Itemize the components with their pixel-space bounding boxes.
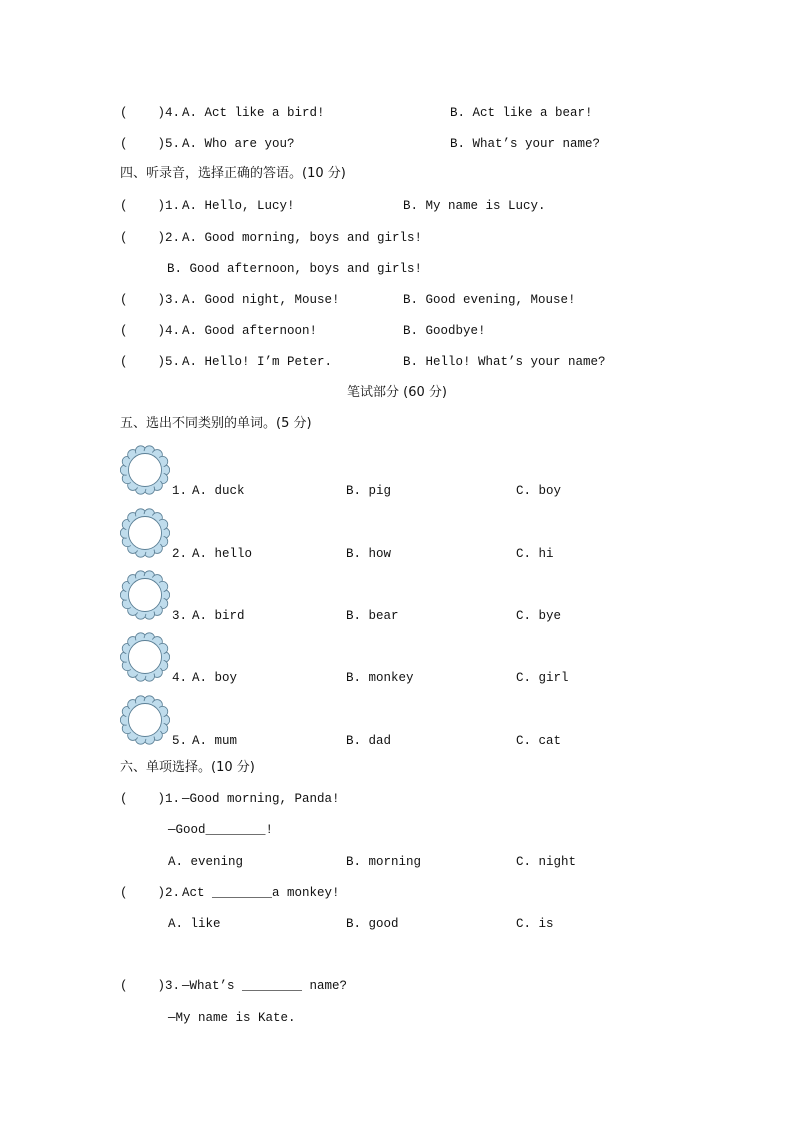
s5-q5-option-a: A. mum [192, 734, 238, 748]
flower-frame-icon [120, 445, 170, 495]
s5-q3-number: 3. [172, 609, 188, 623]
s6-q1-option-a: A. evening [168, 855, 244, 869]
flower-frame-icon [120, 570, 170, 620]
s4-q4-option-a: A. Good afternoon! [182, 324, 318, 338]
s6-q2-option-b: B. good [346, 917, 399, 931]
s5-q5-option-b: B. dad [346, 734, 392, 748]
s5-q4-option-c: C. girl [516, 671, 569, 685]
s3-q5-number: ( )5. [120, 137, 181, 151]
s6-q3-prompt: —What’s ________ name? [182, 979, 348, 993]
s6-q1-option-b: B. morning [346, 855, 422, 869]
s5-q1-option-c: C. boy [516, 484, 562, 498]
s4-q3-option-b: B. Good evening, Mouse! [403, 293, 576, 307]
s4-q5-option-a: A. Hello! I’m Peter. [182, 355, 333, 369]
s4-q1-number: ( )1. [120, 199, 181, 213]
s6-q3-response: —My name is Kate. [168, 1011, 296, 1025]
section-6-title: 六、单项选择。(10 分) [120, 760, 255, 775]
s4-q4-option-b: B. Goodbye! [403, 324, 486, 338]
s4-q3-number: ( )3. [120, 293, 181, 307]
s4-q2-option-b: B. Good afternoon, boys and girls! [167, 262, 423, 276]
s6-q1-option-c: C. night [516, 855, 577, 869]
flower-frame-icon [120, 695, 170, 745]
s3-q4-number: ( )4. [120, 106, 181, 120]
s6-q1-number: ( )1. [120, 792, 181, 806]
s6-q3-number: ( )3. [120, 979, 181, 993]
s4-q2-option-a: A. Good morning, boys and girls! [182, 231, 423, 245]
s4-q3-option-a: A. Good night, Mouse! [182, 293, 340, 307]
s4-q2-number: ( )2. [120, 231, 181, 245]
s6-q1-prompt: —Good morning, Panda! [182, 792, 340, 806]
s6-q2-option-c: C. is [516, 917, 554, 931]
s5-q5-number: 5. [172, 734, 188, 748]
s4-q1-option-b: B. My name is Lucy. [403, 199, 546, 213]
section-5-title: 五、选出不同类别的单词。(5 分) [120, 416, 312, 431]
s3-q4-option-b: B. Act like a bear! [450, 106, 593, 120]
s5-q2-number: 2. [172, 547, 188, 561]
section-4-title: 四、听录音，选择正确的答语。(10 分) [120, 166, 346, 181]
s4-q1-option-a: A. Hello, Lucy! [182, 199, 295, 213]
s5-q4-option-b: B. monkey [346, 671, 414, 685]
s3-q5-option-a: A. Who are you? [182, 137, 295, 151]
s5-q3-option-c: C. bye [516, 609, 562, 623]
s5-q2-option-b: B. how [346, 547, 392, 561]
s5-q1-number: 1. [172, 484, 188, 498]
s5-q2-option-a: A. hello [192, 547, 253, 561]
s6-q2-number: ( )2. [120, 886, 181, 900]
s5-q3-option-a: A. bird [192, 609, 245, 623]
s6-q2-option-a: A. like [168, 917, 221, 931]
s5-q5-option-c: C. cat [516, 734, 562, 748]
s3-q4-option-a: A. Act like a bird! [182, 106, 325, 120]
written-part-title: 笔试部分 (60 分) [347, 385, 447, 400]
s3-q5-option-b: B. What’s your name? [450, 137, 601, 151]
s4-q4-number: ( )4. [120, 324, 181, 338]
s5-q4-number: 4. [172, 671, 188, 685]
s5-q1-option-a: A. duck [192, 484, 245, 498]
s5-q4-option-a: A. boy [192, 671, 238, 685]
s4-q5-number: ( )5. [120, 355, 181, 369]
flower-frame-icon [120, 632, 170, 682]
s6-q1-response: —Good________! [168, 823, 274, 837]
flower-frame-icon [120, 508, 170, 558]
s5-q3-option-b: B. bear [346, 609, 399, 623]
s5-q1-option-b: B. pig [346, 484, 392, 498]
s5-q2-option-c: C. hi [516, 547, 554, 561]
s6-q2-prompt: Act ________a monkey! [182, 886, 340, 900]
s4-q5-option-b: B. Hello! What’s your name? [403, 355, 606, 369]
